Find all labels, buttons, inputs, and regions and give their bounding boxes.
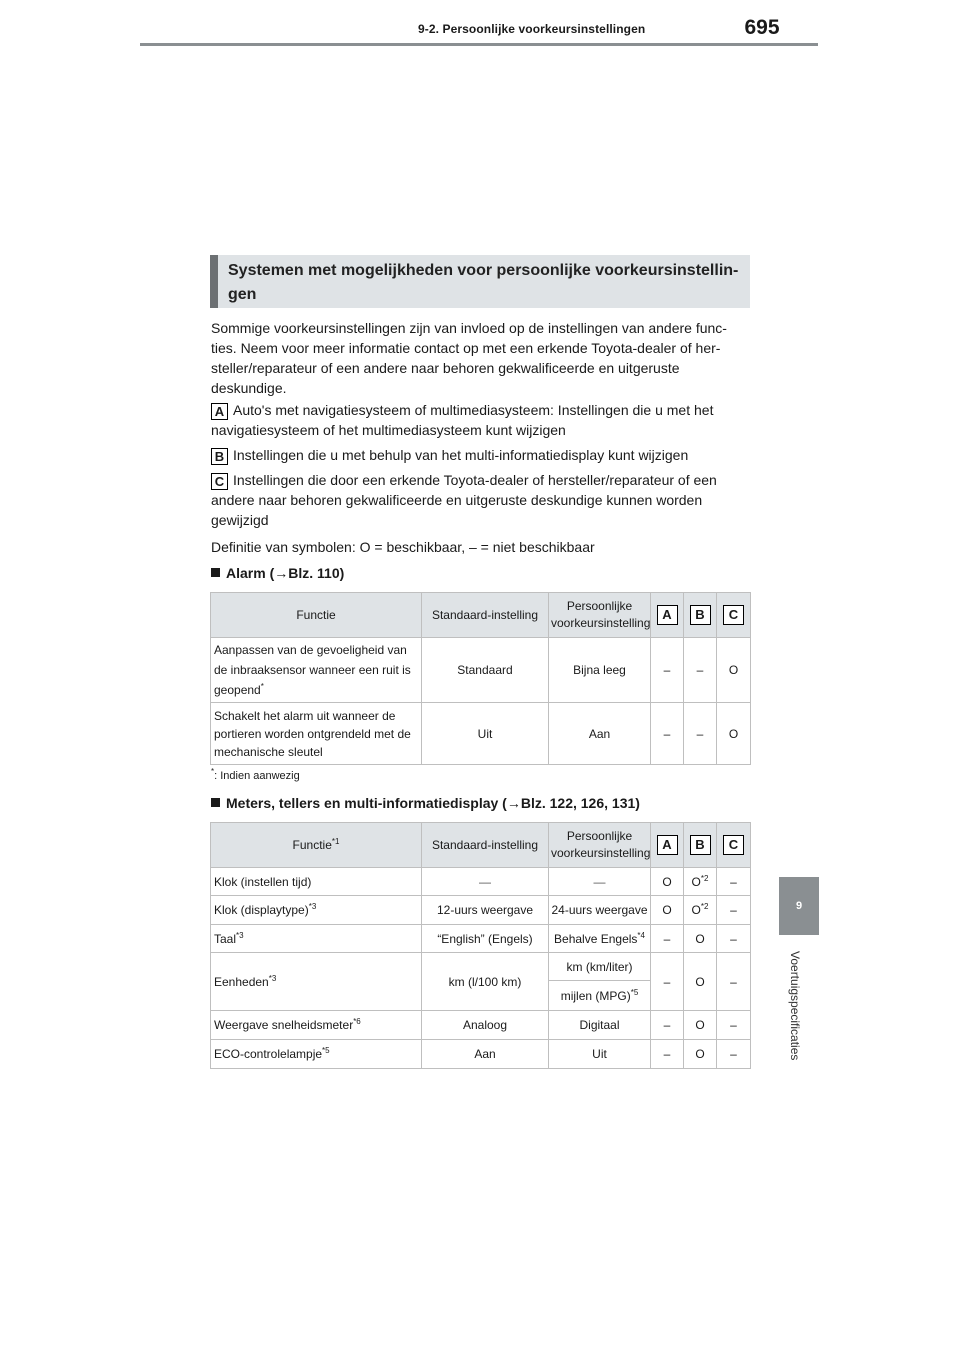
cell-custom: km (km/liter) [549,953,651,981]
cell-c: – [717,896,751,925]
cell-b [684,896,717,925]
cell-function [211,1040,422,1069]
cell-custom-text: mijlen (MPG) [560,988,631,1003]
cell-a: – [651,953,684,1011]
cell-function [211,925,422,953]
function-text: Eenheden [214,974,269,989]
header-default: Standaard-instelling [422,823,549,868]
cell-b: O [684,925,717,953]
table-row [211,868,751,896]
cell-c: – [717,868,751,896]
cell-function [211,638,422,703]
cell-a: – [651,1040,684,1069]
table-row [211,896,751,925]
letter-a-box: A [657,835,678,855]
cell-custom [549,981,651,1011]
table-row [211,703,751,765]
legend-a-text: Auto's met navigatiesysteem of multimediasysteem: Instellingen die u met het navigatiesysteem of het multimediasysteem kunt wijzigen [211,402,714,438]
table-row [211,638,751,703]
letter-c-box: C [723,605,744,625]
legend-c [211,470,751,530]
cell-custom: Aan [549,703,651,765]
legend-b-letter: B [211,448,228,465]
header-b [684,593,717,638]
table-row [211,953,751,981]
footnote-mark: *2 [700,873,709,883]
footnote-text: : Indien aanwezig [214,770,300,782]
cell-custom: — [549,868,651,896]
cell-c: O [717,638,751,703]
header-c [717,823,751,868]
header-custom: Persoonlijke voorkeursinstelling [549,593,651,638]
cell-default: Uit [422,703,549,765]
symbols-definition: Definitie van symbolen: O = beschikbaar, – = niet beschikbaar [211,539,595,555]
cell-function [211,953,422,1011]
cell-a: O [651,896,684,925]
cell-default: 12-uurs weergave [422,896,549,925]
footnote-mark: * [211,767,215,776]
footnote-mark: *3 [308,902,317,911]
cell-custom: Digitaal [549,1011,651,1040]
cell-custom [549,925,651,953]
cell-c: O [717,703,751,765]
legend-a [211,400,751,440]
letter-b-box: B [690,835,711,855]
cell-custom: Bijna leeg [549,638,651,703]
cell-default: — [422,868,549,896]
legend-b [211,445,751,465]
cell-custom: 24-uurs weergave [549,896,651,925]
letter-c-box: C [723,835,744,855]
cell-b: – [684,638,717,703]
cell-function: Klok (instellen tijd) [211,868,422,896]
cell-a: – [651,1011,684,1040]
bullet-square-icon [211,798,220,807]
footnote-mark: *3 [236,930,244,940]
cell-default: Analoog [422,1011,549,1040]
function-text: ECO-controlelampje [214,1047,323,1061]
cell-c: – [717,953,751,1011]
header-function-text: Functie [292,837,332,852]
header-default: Standaard-instelling [422,593,549,638]
meters-table [210,822,751,1069]
table-header-row [211,593,751,638]
meters-heading [211,795,640,811]
cell-b-text: O [691,903,701,917]
alarm-table [210,592,751,765]
cell-b: O [684,1011,717,1040]
intro-paragraph: Sommige voorkeursinstellingen zijn van invloed op de instellingen van andere func-ties. Neem voor meer informatie contact op met een erkende Toyota-dealer of her-steller/reparateur of een andere naar behoren gekwalificeerde en uitgeruste deskundige. [211,320,727,396]
section-title: 9-2. Persoonlijke voorkeursinstellingen [418,22,646,36]
cell-a: O [651,868,684,896]
cell-b: O [684,1040,717,1069]
cell-c: – [717,1011,751,1040]
footnote-mark: *2 [700,902,709,911]
footnote-mark: *5 [322,1046,330,1055]
cell-c: – [717,1040,751,1069]
header-function [211,823,422,868]
table-row [211,1040,751,1069]
bullet-square-icon [211,568,220,577]
cell-custom: Uit [549,1040,651,1069]
footnote-mark: *4 [637,930,645,940]
function-text: Taal [214,931,237,946]
page-number: 695 [744,16,780,39]
letter-b-box: B [690,605,711,625]
cell-default: Standaard [422,638,549,703]
header-c [717,593,751,638]
footnote-mark: *3 [268,973,277,983]
header-a [651,593,684,638]
function-text: Aanpassen van de gevoeligheid van de inbraaksensor wanneer een ruit is geopend [214,643,411,697]
cell-function [211,896,422,925]
cell-c: – [717,925,751,953]
alarm-footnote [211,767,300,782]
cell-b-text: O [691,874,701,889]
header-b [684,823,717,868]
chapter-number: 9 [795,900,803,912]
cell-default: “English” (Engels) [422,925,549,953]
cell-default: Aan [422,1040,549,1069]
legend-c-letter: C [211,473,228,490]
table-row [211,1011,751,1040]
cell-a: – [651,638,684,703]
table-header-row [211,823,751,868]
legend-b-text: Instellingen die u met behulp van het multi-informatiedisplay kunt wijzigen [233,447,689,463]
header-rule [140,43,818,46]
header-function: Functie [211,593,422,638]
cell-custom-text: Behalve Engels [554,931,638,946]
footnote-mark: *5 [630,987,639,997]
cell-b [684,868,717,896]
function-text: Weergave snelheidsmeter [214,1018,354,1032]
section-heading: Systemen met mogelijkheden voor persoonlijke voorkeursinstellin-gen [210,255,750,308]
legend-c-text: Instellingen die door een erkende Toyota-dealer of hersteller/reparateur of een andere naar behoren gekwalificeerde en uitgeruste deskundige kunnen worden gewijzigd [211,472,717,528]
footnote-mark: *1 [331,836,340,846]
cell-function: Schakelt het alarm uit wanneer de portieren worden ontgrendeld met de mechanische sleutel [211,703,422,765]
chapter-tab [779,877,819,935]
chapter-label: Voertuigspecificaties [788,951,802,1061]
meters-heading-text: Meters, tellers en multi-informatiedisplay (→Blz. 122, 126, 131) [226,795,640,811]
cell-function [211,1011,422,1040]
function-text: Klok (displaytype) [214,903,309,917]
footnote-mark: *6 [353,1017,361,1026]
cell-a: – [651,703,684,765]
legend-a-letter: A [211,403,228,420]
letter-a-box: A [657,605,678,625]
header-a [651,823,684,868]
header-custom: Persoonlijke voorkeursinstelling [549,823,651,868]
footnote-mark: * [260,682,264,691]
cell-a: – [651,925,684,953]
cell-b: O [684,953,717,1011]
cell-b: – [684,703,717,765]
alarm-heading-text: Alarm (→Blz. 110) [226,565,345,581]
cell-default: km (l/100 km) [422,953,549,1011]
table-row [211,925,751,953]
alarm-heading [211,565,344,581]
